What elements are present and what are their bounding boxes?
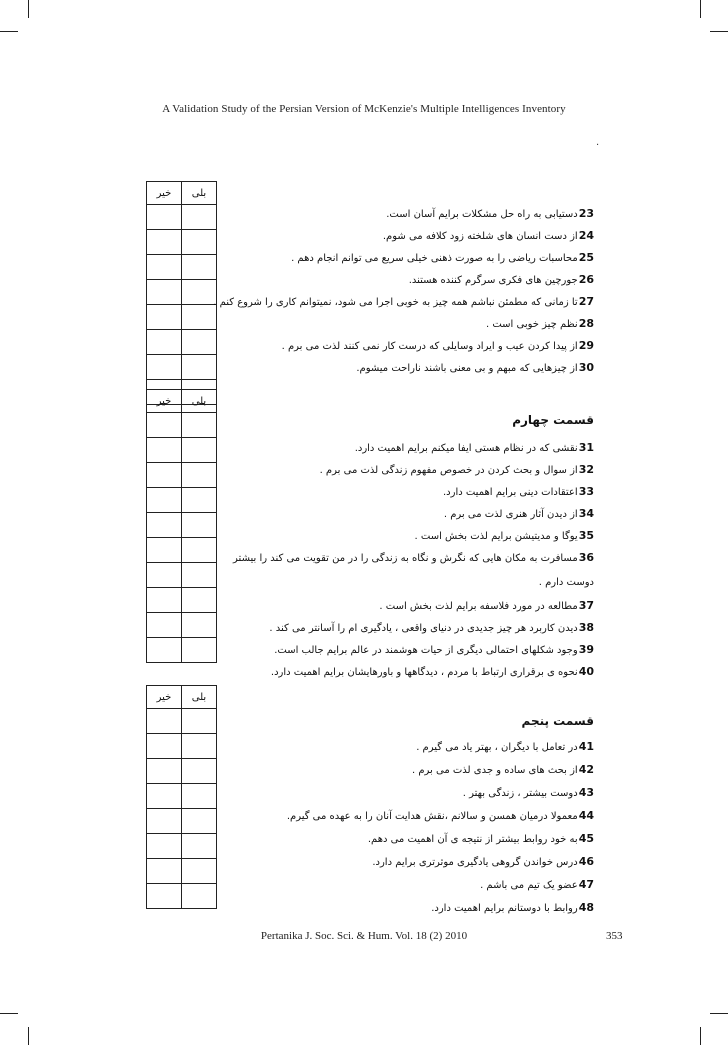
answer-cell-no[interactable]	[147, 638, 182, 663]
answer-row	[147, 563, 217, 588]
answer-row	[147, 355, 217, 380]
stray-mark: ·	[596, 140, 600, 151]
answer-cell-no[interactable]	[147, 230, 182, 255]
item-41: 41در تعامل با دیگران ، بهتر یاد می گیرم .	[416, 740, 594, 753]
answer-cell-yes[interactable]	[182, 834, 217, 859]
answer-cell-yes[interactable]	[182, 809, 217, 834]
answer-cell-no[interactable]	[147, 488, 182, 513]
column-header-no: خیر	[147, 686, 182, 709]
answer-row	[147, 638, 217, 663]
answer-cell-no[interactable]	[147, 834, 182, 859]
answer-cell-yes[interactable]	[182, 538, 217, 563]
item-48: 48روابط با دوستانم برایم اهمیت دارد.	[431, 901, 594, 914]
answer-row	[147, 230, 217, 255]
answer-row	[147, 859, 217, 884]
answer-cell-no[interactable]	[147, 759, 182, 784]
column-header-yes: بلی	[182, 686, 217, 709]
crop-mark	[0, 31, 18, 32]
answer-cell-yes[interactable]	[182, 205, 217, 230]
item-39: 39وجود شکلهای احتمالی دیگری از حیات هوشمند در عالم برایم جالب است.	[274, 643, 594, 656]
item-27: 27تا زمانی که مطمئن نباشم همه چیز به خوبی اجرا می شود، نمیتوانم کاری را شروع کنم .	[213, 295, 594, 308]
item-33: 33اعتقادات دینی برایم اهمیت دارد.	[442, 485, 594, 498]
crop-mark	[700, 0, 701, 18]
answer-cell-yes[interactable]	[182, 413, 217, 438]
answer-row	[147, 834, 217, 859]
answer-row	[147, 438, 217, 463]
item-45: 45به خود روابط بیشتر از نتیجه ی آن اهمیت می دهم.	[367, 832, 594, 845]
answer-row	[147, 884, 217, 909]
answer-row	[147, 488, 217, 513]
section-title-part-5: قسمت پنجم	[521, 714, 594, 728]
column-header-yes: بلی	[182, 182, 217, 205]
answer-cell-yes[interactable]	[182, 613, 217, 638]
answer-cell-yes[interactable]	[182, 355, 217, 380]
crop-mark	[28, 1027, 29, 1045]
crop-mark	[0, 1013, 18, 1014]
answer-cell-yes[interactable]	[182, 884, 217, 909]
answer-row	[147, 613, 217, 638]
answer-cell-no[interactable]	[147, 613, 182, 638]
answer-cell-no[interactable]	[147, 884, 182, 909]
column-header-no: خیر	[147, 182, 182, 205]
answer-row	[147, 588, 217, 613]
item-35: 35یوگا و مدیتیشن برایم لذت بخش است .	[414, 529, 594, 542]
answer-cell-yes[interactable]	[182, 859, 217, 884]
item-26: 26جورچین های فکری سرگرم کننده هستند.	[408, 273, 594, 286]
item-46: 46درس خواندن گروهی یادگیری موثرتری برایم دارد.	[372, 855, 594, 868]
page-number: 353	[606, 930, 623, 942]
answer-cell-yes[interactable]	[182, 463, 217, 488]
item-29: 29از پیدا کردن عیب و ایراد وسایلی که درست کار نمی کنند لذت می برم .	[281, 339, 594, 352]
answer-cell-yes[interactable]	[182, 759, 217, 784]
answer-cell-yes[interactable]	[182, 513, 217, 538]
answer-cell-yes[interactable]	[182, 488, 217, 513]
answer-cell-no[interactable]	[147, 255, 182, 280]
answer-cell-no[interactable]	[147, 438, 182, 463]
answer-cell-no[interactable]	[147, 513, 182, 538]
grid-header-row	[147, 390, 217, 413]
answer-cell-no[interactable]	[147, 784, 182, 809]
answer-cell-yes[interactable]	[182, 280, 217, 305]
item-30: 30از چیزهایی که مبهم و بی معنی باشند ناراحت میشوم.	[356, 361, 594, 374]
answer-row	[147, 330, 217, 355]
answer-cell-no[interactable]	[147, 538, 182, 563]
column-header-yes: بلی	[182, 390, 217, 413]
crop-mark	[710, 1013, 728, 1014]
answer-cell-yes[interactable]	[182, 734, 217, 759]
item-31: 31نقشی که در نظام هستی ایفا میکنم برایم اهمیت دارد.	[354, 441, 594, 454]
answer-cell-yes[interactable]	[182, 305, 217, 330]
answer-cell-yes[interactable]	[182, 588, 217, 613]
answer-cell-no[interactable]	[147, 563, 182, 588]
answer-row	[147, 413, 217, 438]
item-42: 42از بحث های ساده و جدی لذت می برم .	[411, 763, 594, 776]
item-38: 38دیدن کاربرد هر چیز جدیدی در دنیای واقعی ، یادگیری ام را آسانتر می کند .	[269, 621, 594, 634]
item-25: 25محاسبات ریاضی را به صورت ذهنی خیلی سریع می توانم انجام دهم .	[291, 251, 594, 264]
grid-header-row	[147, 686, 217, 709]
answer-row	[147, 513, 217, 538]
answer-cell-no[interactable]	[147, 205, 182, 230]
answer-cell-yes[interactable]	[182, 230, 217, 255]
answer-cell-yes[interactable]	[182, 330, 217, 355]
answer-row	[147, 734, 217, 759]
answer-cell-no[interactable]	[147, 330, 182, 355]
answer-row	[147, 255, 217, 280]
answer-cell-yes[interactable]	[182, 638, 217, 663]
answer-cell-no[interactable]	[147, 709, 182, 734]
answer-row	[147, 205, 217, 230]
answer-row	[147, 784, 217, 809]
answer-grid-section-3	[146, 685, 217, 909]
grid-header-row	[147, 182, 217, 205]
answer-cell-no[interactable]	[147, 463, 182, 488]
answer-cell-yes[interactable]	[182, 709, 217, 734]
answer-row	[147, 709, 217, 734]
answer-cell-no[interactable]	[147, 413, 182, 438]
item-43: 43دوست بیشتر ، زندگی بهتر .	[462, 786, 594, 799]
crop-mark	[28, 0, 29, 18]
section-title-part-4: قسمت چهارم	[512, 413, 594, 427]
footer-journal: Pertanika J. Soc. Sci. & Hum. Vol. 18 (2) 2010	[260, 930, 468, 942]
running-header: A Validation Study of the Persian Version of McKenzie's Multiple Intelligences Inventory	[162, 103, 566, 115]
item-24: 24از دست انسان های شلخته زود کلافه می شوم.	[382, 229, 594, 242]
item-37: 37مطالعه در مورد فلاسفه برایم لذت بخش است .	[379, 599, 594, 612]
answer-cell-yes[interactable]	[182, 255, 217, 280]
answer-row	[147, 280, 217, 305]
answer-cell-no[interactable]	[147, 588, 182, 613]
item-36: 36مسافرت به مکان هایی که نگرش و نگاه به زندگی را در من تقویت می کند را بیشتر دوست دارم .	[233, 551, 594, 588]
item-47: 47عضو یک تیم می باشم .	[480, 878, 594, 891]
item-23: 23دستیابی به راه حل مشکلات برایم آسان است.	[386, 207, 594, 220]
answer-grid-section-1	[146, 181, 217, 405]
answer-row	[147, 538, 217, 563]
answer-row	[147, 463, 217, 488]
item-40: 40نحوه ی برقراری ارتباط با مردم ، دیدگاهها و باورهایشان برایم اهمیت دارد.	[270, 665, 594, 678]
answer-cell-no[interactable]	[147, 734, 182, 759]
item-44: 44معمولا درمیان همسن و سالانم ،نقش هدایت آنان را به عهده می گیرم.	[286, 809, 594, 822]
crop-mark	[700, 1027, 701, 1045]
answer-cell-no[interactable]	[147, 305, 182, 330]
crop-mark	[710, 31, 728, 32]
column-header-no: خیر	[147, 390, 182, 413]
answer-cell-no[interactable]	[147, 355, 182, 380]
answer-row	[147, 759, 217, 784]
answer-cell-no[interactable]	[147, 809, 182, 834]
answer-cell-no[interactable]	[147, 280, 182, 305]
item-28: 28نظم چیز خوبی است .	[485, 317, 594, 330]
item-34: 34از دیدن آثار هنری لذت می برم .	[443, 507, 594, 520]
answer-row	[147, 305, 217, 330]
answer-cell-yes[interactable]	[182, 784, 217, 809]
answer-grid-section-2	[146, 389, 217, 663]
answer-cell-yes[interactable]	[182, 563, 217, 588]
item-32: 32از سوال و بحث کردن در خصوص مفهوم زندگی لذت می برم .	[319, 463, 594, 476]
answer-row	[147, 809, 217, 834]
answer-cell-yes[interactable]	[182, 438, 217, 463]
answer-cell-no[interactable]	[147, 859, 182, 884]
